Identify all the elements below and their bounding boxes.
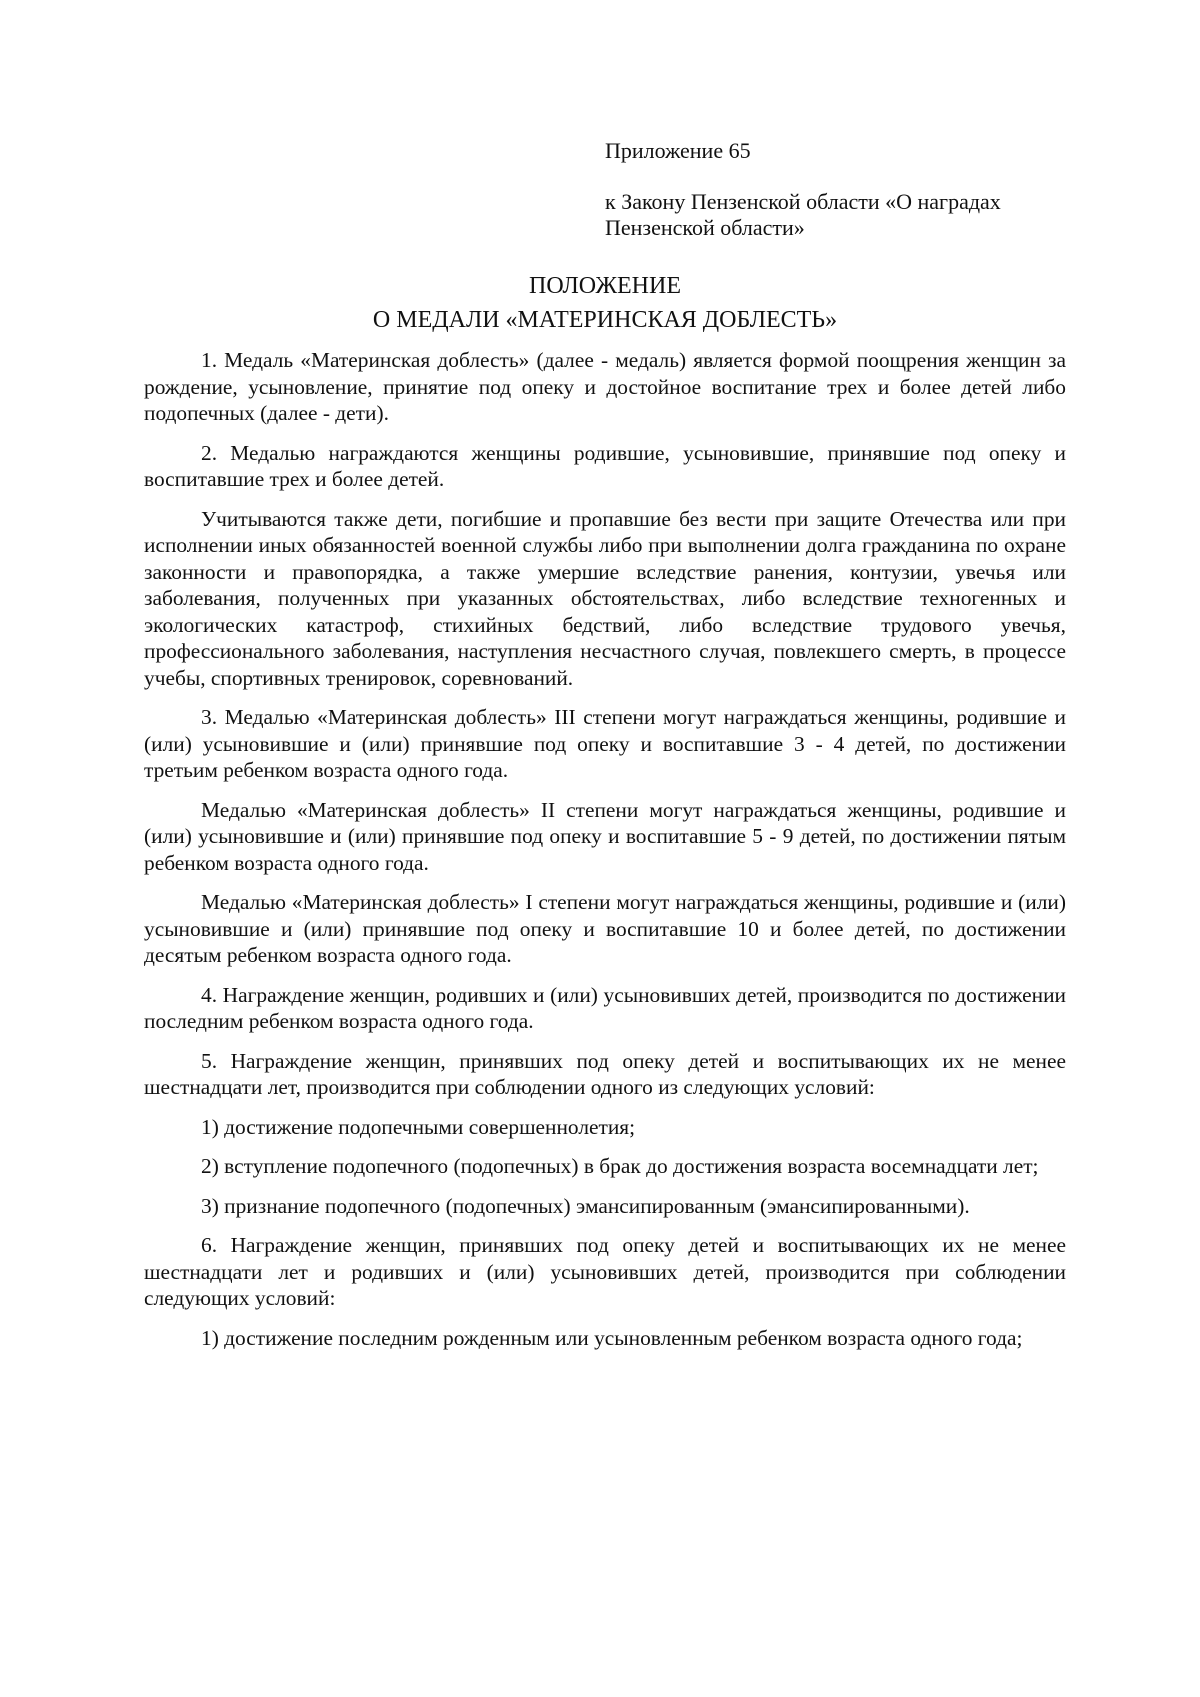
document-body [144, 347, 1066, 1364]
paragraph: 3) признание подопечного (подопечных) эмансипированным (эмансипированными). [201, 1193, 970, 1218]
law-reference: к Закону Пензенской области «О наградах Пензенской области» [605, 189, 1001, 240]
title-line-2: О МЕДАЛИ «МАТЕРИНСКАЯ ДОБЛЕСТЬ» [372, 307, 838, 333]
paragraph: 6. Награждение женщин, принявших под опеку детей и воспитывающих их не менее шестнадцати лет и родивших и (или) усыновивших детей, производится при соблюдении следующих условий: [144, 1233, 1066, 1310]
document-title [144, 269, 1066, 337]
paragraph: 2) вступление подопечного (подопечных) в брак до достижения возраста восемнадцати лет; [201, 1154, 1039, 1178]
paragraph: 2. Медалью награждаются женщины родившие, усыновившие, принявшие под опеку и воспитавшие трех и более детей. [144, 440, 1066, 491]
paragraph: 4. Награждение женщин, родивших и (или) усыновивших детей, производится по достижении последним ребенком возраста одного года. [144, 982, 1066, 1033]
appendix-header [605, 138, 1075, 241]
title-line-1: ПОЛОЖЕНИЕ [529, 273, 681, 299]
paragraph: 1) достижение последним рожденным или усыновленным ребенком возраста одного года; [201, 1325, 1023, 1350]
paragraph: 1. Медаль «Материнская доблесть» (далее - медаль) является формой поощрения женщин за рождение, усыновление, принятие под опеку и достойное воспитание трех и более детей либо подопечных (далее - дети). [144, 348, 1066, 425]
appendix-number: Приложение 65 [605, 138, 751, 163]
paragraph: 3. Медалью «Материнская доблесть» III степени могут награждаться женщины, родившие и (или) усыновившие и (или) принявшие под опеку и воспитавшие 3 - 4 детей, по достижении третьим ребенком возраста одного года. [144, 705, 1066, 782]
paragraph: 5. Награждение женщин, принявших под опеку детей и воспитывающих их не менее шестнадцати лет, производится при соблюдении одного из следующих условий: [144, 1048, 1066, 1099]
paragraph: Медалью «Материнская доблесть» I степени могут награждаться женщины, родившие и (или) усыновившие и (или) принявшие под опеку и воспитавшие 10 и более детей, по достижении десятым ребенком возраста одного года. [144, 890, 1066, 967]
paragraph: Учитываются также дети, погибшие и пропавшие без вести при защите Отечества или при исполнении иных обязанностей военной службы либо при выполнении долга гражданина по охране законности и правопорядка, а также умершие вследствие ранения, контузии, увечья или заболевания, полученных при указанных обстоятельствах, либо вследствие техногенных и экологических катастроф, стихийных бедствий, либо вследствие трудового увечья, профессионального заболевания, наступления несчастного случая, повлекшего смерть, в процессе учебы, спортивных тренировок, соревнований. [144, 506, 1066, 690]
paragraph: Медалью «Материнская доблесть» II степени могут награждаться женщины, родившие и (или) усыновившие и (или) принявшие под опеку и воспитавшие 5 - 9 детей, по достижении пятым ребенком возраста одного года. [144, 797, 1066, 875]
paragraph: 1) достижение подопечными совершеннолетия; [201, 1114, 636, 1139]
